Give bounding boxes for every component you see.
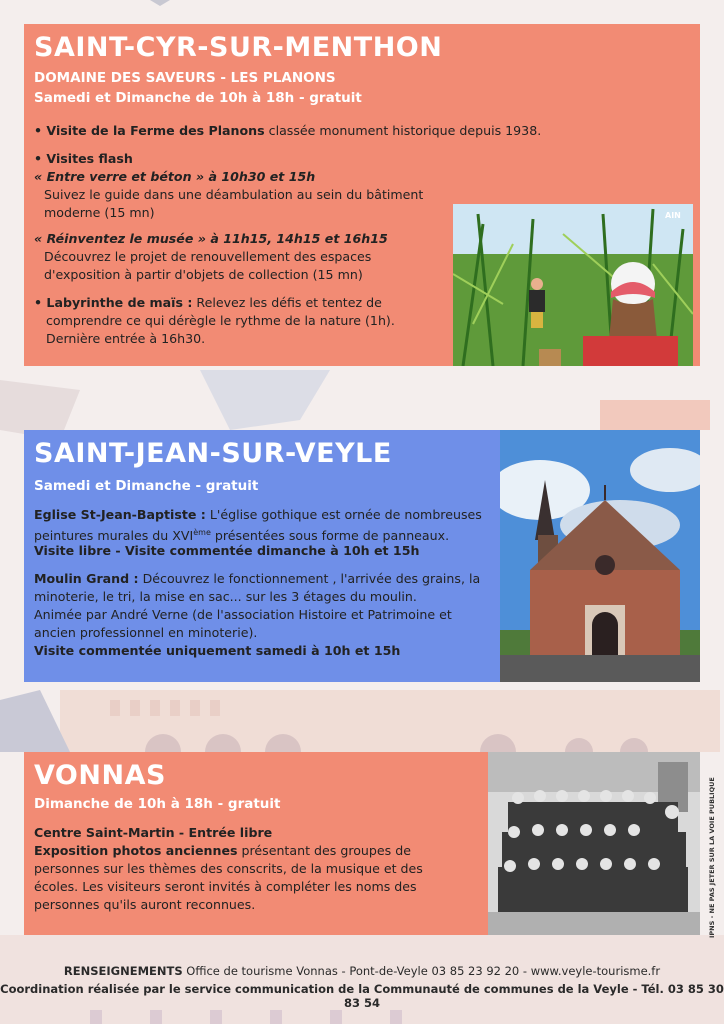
expo-line1: Exposition photos anciennes présentant des groupes de [34, 843, 411, 858]
side-note: IPNS - NE PAS JETER SUR LA VOIE PUBLIQUE [708, 777, 716, 938]
moulin-desc3: Animée par André Verne (de l'association Histoire et Patrimoine et [34, 607, 452, 622]
expo-line4: personnes qu'ils auront reconnues. [34, 897, 256, 912]
section-vonnas [24, 752, 700, 935]
moulin-visite: Visite commentée uniquement samedi à 10h et 15h [34, 643, 401, 658]
labyrinthe-desc3: Dernière entrée à 16h30. [46, 331, 206, 346]
eglise-visite: Visite libre - Visite commentée dimanche à 10h et 15h [34, 543, 420, 558]
town-title: VONNAS [34, 760, 166, 791]
expo-line3: écoles. Les visiteurs seront invités à compléter les noms des [34, 879, 417, 894]
schedule: Samedi et Dimanche de 10h à 18h - gratuit [34, 90, 362, 106]
eglise-desc1: Eglise St-Jean-Baptiste : L'église gothique est ornée de nombreuses [34, 507, 482, 522]
footer-info: RENSEIGNEMENTS Office de tourisme Vonnas - Pont-de-Veyle 03 85 23 92 20 - www.veyle-tourisme.fr [63, 964, 661, 978]
expo-line2: personnes sur les thèmes des conscrits, de la musique et des [34, 861, 423, 876]
moulin-desc4: ancien professionnel en minoterie). [34, 625, 258, 640]
flash1-title: « Entre verre et béton » à 10h30 et 15h [34, 169, 316, 184]
schedule: Samedi et Dimanche - gratuit [34, 478, 259, 494]
venue-title: DOMAINE DES SAVEURS - LES PLANONS [34, 70, 336, 86]
item-ferme: • Visite de la Ferme des Planons classée monument historique depuis 1938. [34, 123, 542, 138]
flash2-title: « Réinventez le musée » à 11h15, 14h15 et 16h15 [34, 231, 388, 246]
photo-credit: AIN [665, 211, 681, 220]
item-visites-flash: • Visites flash [34, 151, 133, 166]
schedule: Dimanche de 10h à 18h - gratuit [34, 796, 281, 812]
flash2-desc2: d'exposition à partir d'objets de collection (15 mn) [44, 267, 363, 282]
moulin-desc1: Moulin Grand : Découvrez le fonctionnement , l'arrivée des grains, la [34, 571, 481, 586]
old-class-photo [488, 752, 700, 935]
town-title: SAINT-JEAN-SUR-VEYLE [34, 438, 392, 469]
flash2-desc1: Découvrez le projet de renouvellement des espaces [44, 249, 372, 264]
town-title: SAINT-CYR-SUR-MENTHON [34, 32, 443, 63]
item-labyrinthe: • Labyrinthe de maïs : Relevez les défis et tentez de [34, 295, 382, 310]
maize-maze-photo [453, 204, 693, 366]
footer-coordination: Coordination réalisée par le service communication de la Communauté de communes de la Veyle - Tél. 03 85 30 83 54 [0, 982, 724, 1010]
moulin-desc2: minoterie, le tri, la mise en sac... sur les 3 étages du moulin. [34, 589, 417, 604]
church-photo [500, 430, 700, 682]
centre-line: Centre Saint-Martin - Entrée libre [34, 825, 273, 840]
flash1-desc1: Suivez le guide dans une déambulation au sein du bâtiment [44, 187, 424, 202]
section-saint-cyr [24, 24, 700, 366]
flash1-desc2: moderne (15 mn) [44, 205, 155, 220]
section-saint-jean [24, 430, 700, 682]
labyrinthe-desc2: comprendre ce qui dérègle le rythme de la nature (1h). [46, 313, 395, 328]
eglise-desc2: peintures murales du XVIème présentées sous forme de panneaux. [34, 528, 450, 544]
